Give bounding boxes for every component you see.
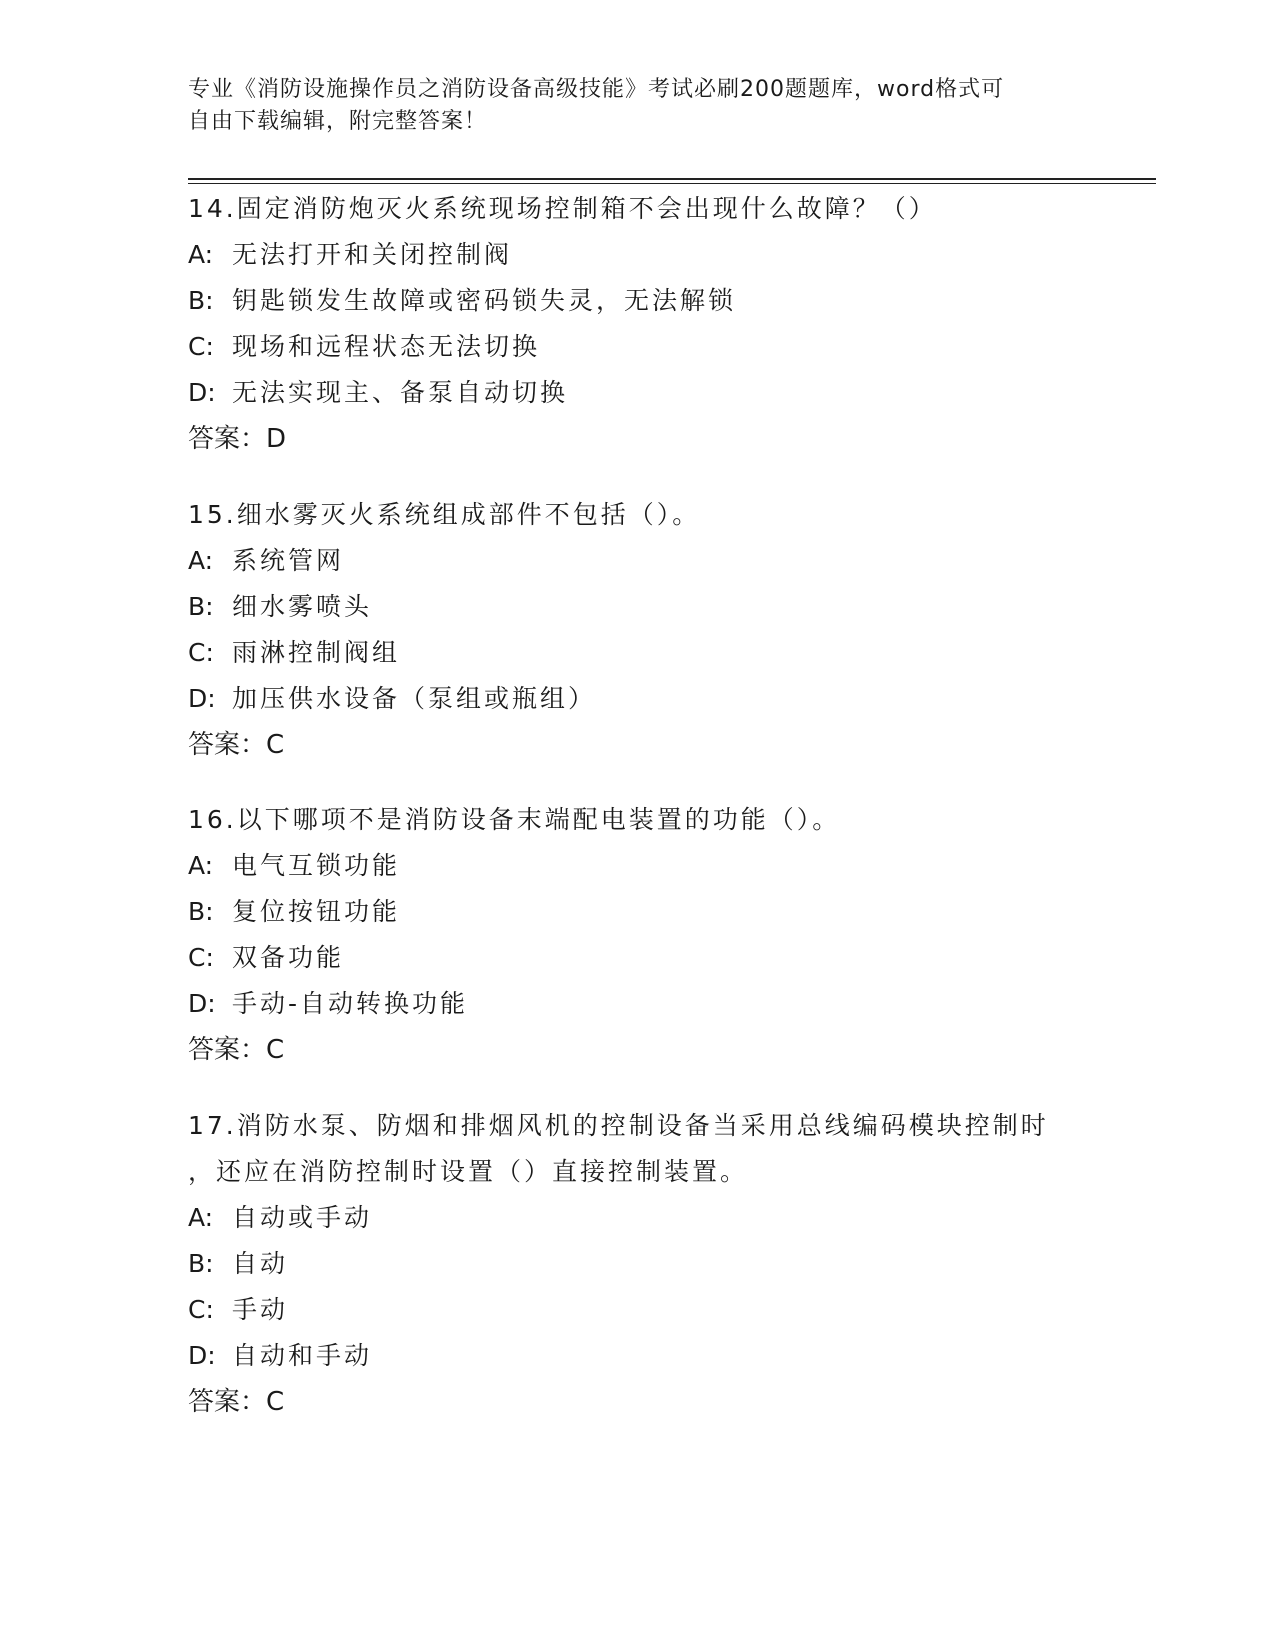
option-letter: D:: [188, 1341, 216, 1370]
option-b: [188, 584, 1088, 630]
option-d: [188, 981, 1088, 1027]
option-text: 系统管网: [232, 546, 345, 575]
option-text: 电气互锁功能: [232, 851, 401, 880]
option-text: 手动: [232, 1295, 289, 1324]
question-text: 15.细水雾灭火系统组成部件不包括（）。: [188, 500, 701, 529]
option-a: [188, 1195, 1088, 1241]
option-a: [188, 538, 1088, 584]
option-a: [188, 232, 1088, 278]
option-letter: C:: [188, 332, 214, 361]
question-15: [188, 492, 1088, 768]
option-letter: D:: [188, 378, 216, 407]
option-letter: B:: [188, 286, 214, 315]
option-letter: D:: [188, 684, 216, 713]
option-c: [188, 630, 1088, 676]
option-text: 雨淋控制阀组: [232, 638, 401, 667]
answer-text: 答案：C: [188, 730, 285, 760]
question-text-line-2: ，还应在消防控制时设置（）直接控制装置。: [188, 1157, 749, 1186]
option-letter: A:: [188, 546, 214, 575]
header-line-1: 专业《消防设施操作员之消防设备高级技能》考试必刷200题题库，word格式可: [188, 77, 1005, 102]
option-letter: C:: [188, 638, 214, 667]
option-c: [188, 1287, 1088, 1333]
option-text: 无法实现主、备泵自动切换: [232, 378, 569, 407]
option-letter: B:: [188, 1249, 214, 1278]
option-letter: C:: [188, 943, 214, 972]
question-text: 16.以下哪项不是消防设备末端配电装置的功能（）。: [188, 805, 841, 834]
header-divider-thin: [188, 183, 1156, 184]
option-c: [188, 935, 1088, 981]
option-text: 自动和手动: [232, 1341, 373, 1370]
option-text: 双备功能: [232, 943, 345, 972]
question-text-line-1: 17.消防水泵、防烟和排烟风机的控制设备当采用总线编码模块控制时: [188, 1111, 1049, 1140]
option-b: [188, 278, 1088, 324]
answer-text: 答案：C: [188, 1387, 285, 1417]
option-a: [188, 843, 1088, 889]
option-text: 钥匙锁发生故障或密码锁失灵，无法解锁: [232, 286, 737, 315]
option-d: [188, 370, 1088, 416]
question-17: [188, 1103, 1088, 1425]
answer-text: 答案：C: [188, 1035, 285, 1065]
header-divider-thick: [188, 178, 1156, 180]
header-line-2: 自由下载编辑，附完整答案！: [188, 109, 488, 134]
option-text: 自动: [232, 1249, 289, 1278]
option-d: [188, 676, 1088, 722]
question-14: [188, 186, 1088, 462]
option-text: 手动-自动转换功能: [232, 989, 469, 1018]
option-text: 无法打开和关闭控制阀: [232, 240, 513, 269]
answer-text: 答案：D: [188, 424, 287, 454]
option-letter: B:: [188, 592, 214, 621]
question-16: [188, 797, 1088, 1073]
option-letter: B:: [188, 897, 214, 926]
option-text: 复位按钮功能: [232, 897, 401, 926]
option-d: [188, 1333, 1088, 1379]
option-letter: D:: [188, 989, 216, 1018]
option-c: [188, 324, 1088, 370]
option-letter: A:: [188, 240, 214, 269]
option-b: [188, 889, 1088, 935]
question-text: 14.固定消防炮灭火系统现场控制箱不会出现什么故障？（）: [188, 194, 937, 223]
option-letter: C:: [188, 1295, 214, 1324]
option-letter: A:: [188, 851, 214, 880]
option-text: 加压供水设备（泵组或瓶组）: [232, 684, 597, 713]
document-header: [188, 74, 1068, 138]
option-text: 自动或手动: [232, 1203, 373, 1232]
option-letter: A:: [188, 1203, 214, 1232]
option-text: 细水雾喷头: [232, 592, 373, 621]
option-b: [188, 1241, 1088, 1287]
option-text: 现场和远程状态无法切换: [232, 332, 541, 361]
